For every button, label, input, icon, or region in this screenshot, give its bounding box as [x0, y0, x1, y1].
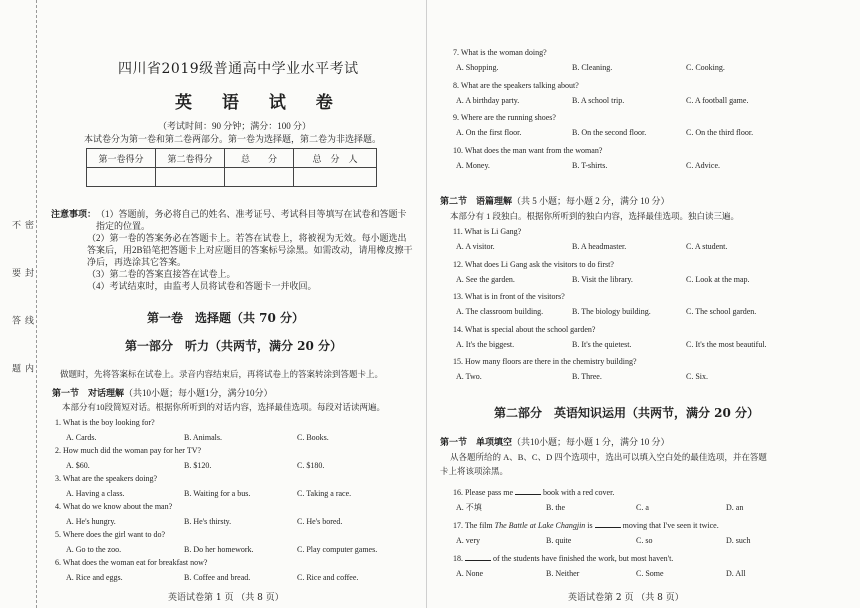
option-c[interactable]: C. A football game. [686, 95, 749, 105]
option-b[interactable]: B. T-shirts. [572, 160, 608, 170]
q16-suffix: book with a red cover. [543, 488, 615, 497]
part1-heading: 第一部分 听力（共两节，满分 20 分） [125, 339, 343, 353]
volume1-heading: 第一卷 选择题（共 70 分） [147, 311, 305, 325]
q17-blank [595, 520, 621, 528]
option-a[interactable]: A. $60. [66, 461, 90, 470]
q17-film-title: The Battle at Lake Changjin [494, 521, 586, 530]
question-text: 10. What does the man want from the woman? [453, 145, 603, 155]
option-c[interactable]: C. Rice and coffee. [297, 573, 359, 582]
option-a[interactable]: A. It's the biggest. [456, 339, 515, 349]
option-c[interactable]: C. Taking a race. [297, 489, 352, 498]
score-header-2: 第二卷得分 [156, 149, 225, 168]
q18-option-b[interactable]: B. Neither [546, 569, 580, 578]
option-c[interactable]: C. He's bored. [297, 517, 343, 526]
q16-blank [515, 487, 541, 495]
section2-title: 第二节 语篇理解 [440, 196, 513, 206]
binding-margin-text: 密 封 线 内 不 要 答 题 [10, 220, 33, 391]
option-c[interactable]: C. It's the most beautiful. [686, 339, 767, 349]
question-text: 1. What is the boy looking for? [55, 418, 155, 427]
section1-intro: 本部分有10段简短对话。根据你所听到的对话内容，选择最佳选项。每段对话读两遍。 [62, 402, 386, 412]
option-c[interactable]: C. Books. [297, 433, 329, 442]
page-divider [426, 0, 427, 608]
q17-option-c[interactable]: C. so [636, 536, 653, 545]
q16-option-c[interactable]: C. a [636, 503, 649, 512]
question-text: 4. What do we know about the man? [55, 502, 173, 511]
exam-info: （考试时间：90 分钟；满分：100 分） [158, 121, 312, 131]
left-page [0, 0, 425, 608]
option-a[interactable]: A. A visitor. [456, 242, 495, 251]
score-cell-1[interactable] [87, 168, 156, 187]
option-c[interactable]: C. Advice. [686, 160, 720, 170]
note-3: （3）第二卷的答案直接答在试卷上。 [87, 269, 236, 279]
score-cell-4[interactable] [294, 168, 377, 187]
q17-suffix: moving that I've seen it twice. [622, 521, 719, 530]
section3-desc: （共10小题；每小题 1 分，满分 10 分） [512, 437, 670, 447]
question-text: 2. How much did the woman pay for her TV? [55, 446, 202, 455]
option-b[interactable]: B. A headmaster. [572, 242, 627, 251]
option-a[interactable]: A. Money. [456, 160, 490, 170]
option-c[interactable]: C. Cooking. [686, 63, 725, 72]
note-2: （2）第一卷的答案务必在答题卡上。若答在试卷上，将被视为无效。每小题选出答案后，用2B铅笔把答题卡上对应题目的答案标号涂黑。如需改动，请用橡皮擦干净后，再选涂其它答案。 [87, 233, 413, 267]
option-a[interactable]: A. The classroom building. [456, 307, 544, 316]
score-table [86, 148, 377, 187]
q18-option-d[interactable]: D. All [726, 569, 746, 578]
question-text: 3. What are the speakers doing? [55, 474, 158, 483]
option-a[interactable]: A. Go to the zoo. [66, 545, 122, 554]
q17-mid: is [587, 521, 593, 530]
q17-prefix: 17. The film [453, 521, 493, 530]
question-17 [453, 520, 719, 531]
option-c[interactable]: C. Look at the map. [686, 274, 750, 284]
option-b[interactable]: B. $120. [184, 461, 212, 470]
question-18 [453, 553, 673, 564]
option-a[interactable]: A. Rice and eggs. [66, 573, 123, 582]
option-b[interactable]: B. It's the quietest. [572, 339, 632, 349]
option-c[interactable]: C. Play computer games. [297, 545, 378, 554]
option-b[interactable]: B. A school trip. [572, 95, 625, 105]
option-a[interactable]: A. Cards. [66, 433, 97, 442]
section1-title: 第一节 对话理解 [52, 388, 125, 398]
question-text: 13. What is in front of the visitors? [453, 292, 565, 301]
option-a[interactable]: A. See the garden. [456, 274, 515, 284]
option-a[interactable]: A. On the first floor. [456, 128, 522, 137]
option-c[interactable]: C. On the third floor. [686, 128, 754, 137]
section2-desc: （共 5 小题；每小题 2 分，满分 10 分） [512, 196, 670, 206]
option-b[interactable]: B. Cleaning. [572, 63, 613, 72]
question-text: 6. What does the woman eat for breakfast now? [55, 558, 208, 567]
option-b[interactable]: B. Visit the library. [572, 274, 633, 284]
q18-suffix: of the students have finished the work, but most haven't. [493, 554, 674, 563]
option-b[interactable]: B. Waiting for a bus. [184, 489, 251, 498]
q16-option-d[interactable]: D. an [726, 503, 744, 512]
q17-option-a[interactable]: A. very [456, 536, 480, 545]
option-b[interactable]: B. Do her homework. [184, 545, 254, 554]
section3-title: 第一节 单项填空 [440, 437, 513, 447]
exam-intro: 本试卷分为第一卷和第二卷两部分。第一卷为选择题，第二卷为非选择题。 [84, 134, 382, 144]
question-text: 12. What does Li Gang ask the visitors to do first? [453, 259, 614, 269]
left-footer: 英语试卷第 1 页 （共 8 页） [168, 593, 284, 603]
question-text: 8. What are the speakers talking about? [453, 80, 579, 90]
option-a[interactable]: A. A birthday party. [456, 95, 520, 105]
option-c[interactable]: C. A student. [686, 242, 728, 251]
notes-block [51, 208, 413, 292]
section2-intro: 本部分有 1 段独白。根据你所听到的独白内容，选择最佳选项。独白读三遍。 [450, 211, 740, 221]
score-cell-2[interactable] [156, 168, 225, 187]
question-text: 11. What is Li Gang? [453, 227, 522, 236]
section1-desc: （共10小题；每小题1分，满分10分） [124, 388, 273, 398]
section1-heading [52, 388, 273, 399]
question-text: 14. What is special about the school garden? [453, 324, 596, 334]
option-b[interactable]: B. The biology building. [572, 307, 651, 316]
option-a[interactable]: A. Two. [456, 372, 482, 381]
option-a[interactable]: A. Having a class. [66, 489, 125, 498]
question-text: 15. How many floors are there in the chemistry building? [453, 357, 637, 366]
right-page [428, 0, 860, 608]
q16-option-b[interactable]: B. the [546, 503, 566, 512]
option-c[interactable]: C. $180. [297, 461, 325, 470]
option-b[interactable]: B. He's thirsty. [184, 517, 232, 526]
notes-label: 注意事项： [51, 209, 97, 219]
q18-blank [465, 553, 491, 561]
option-b[interactable]: B. On the second floor. [572, 128, 647, 137]
question-text: 7. What is the woman doing? [453, 48, 547, 57]
option-b[interactable]: B. Animals. [184, 433, 223, 442]
section3-intro-1: 从各题所给的 A、B、C、D 四个选项中，选出可以填入空白处的最佳选项，并在答题 [450, 452, 767, 462]
exam-title: 四川省2019级普通高中学业水平考试 [118, 61, 359, 77]
q17-option-b[interactable]: B. quite [546, 536, 572, 545]
q17-option-d[interactable]: D. such [726, 536, 751, 545]
note-1: （1）答题前，务必将自己的姓名、准考证号、考试科目等填写在试卷和答题卡指定的位置。 [96, 209, 407, 231]
note-4: （4）考试结束时，由监考人员将试卷和答题卡一并收回。 [87, 281, 317, 291]
option-b[interactable]: B. Three. [572, 372, 602, 381]
question-text: 9. Where are the running shoes? [453, 113, 556, 122]
q16-option-a[interactable]: A. 不填 [456, 503, 482, 512]
option-b[interactable]: B. Coffee and bread. [184, 573, 251, 582]
exam-subject: 英 语 试 卷 [175, 93, 345, 113]
section3-intro-2: 卡上将该项涂黑。 [440, 466, 509, 476]
section3-heading [440, 437, 670, 448]
option-a[interactable]: A. He's hungry. [66, 517, 116, 526]
q18-option-a[interactable]: A. None [456, 569, 484, 578]
score-cell-3[interactable] [225, 168, 294, 187]
score-header-4: 总 分 人 [294, 149, 377, 168]
q18-option-c[interactable]: C. Some [636, 569, 664, 578]
option-c[interactable]: C. Six. [686, 372, 709, 381]
question-text: 5. Where does the girl want to do? [55, 530, 166, 539]
section2-heading [440, 196, 670, 207]
part2-heading: 第二部分 英语知识运用（共两节，满分 20 分） [494, 406, 760, 420]
question-16 [453, 487, 614, 498]
listening-note: 做题时，先将答案标在试卷上。录音内容结束后，再将试卷上的答案转涂到答题卡上。 [60, 369, 384, 379]
score-header-3: 总 分 [225, 149, 294, 168]
option-a[interactable]: A. Shopping. [456, 63, 499, 72]
q18-prefix: 18. [453, 554, 463, 563]
score-header-1: 第一卷得分 [87, 149, 156, 168]
option-c[interactable]: C. The school garden. [686, 307, 757, 316]
right-footer: 英语试卷第 2 页 （共 8 页） [568, 593, 684, 603]
q16-prefix: 16. Please pass me [453, 488, 513, 497]
